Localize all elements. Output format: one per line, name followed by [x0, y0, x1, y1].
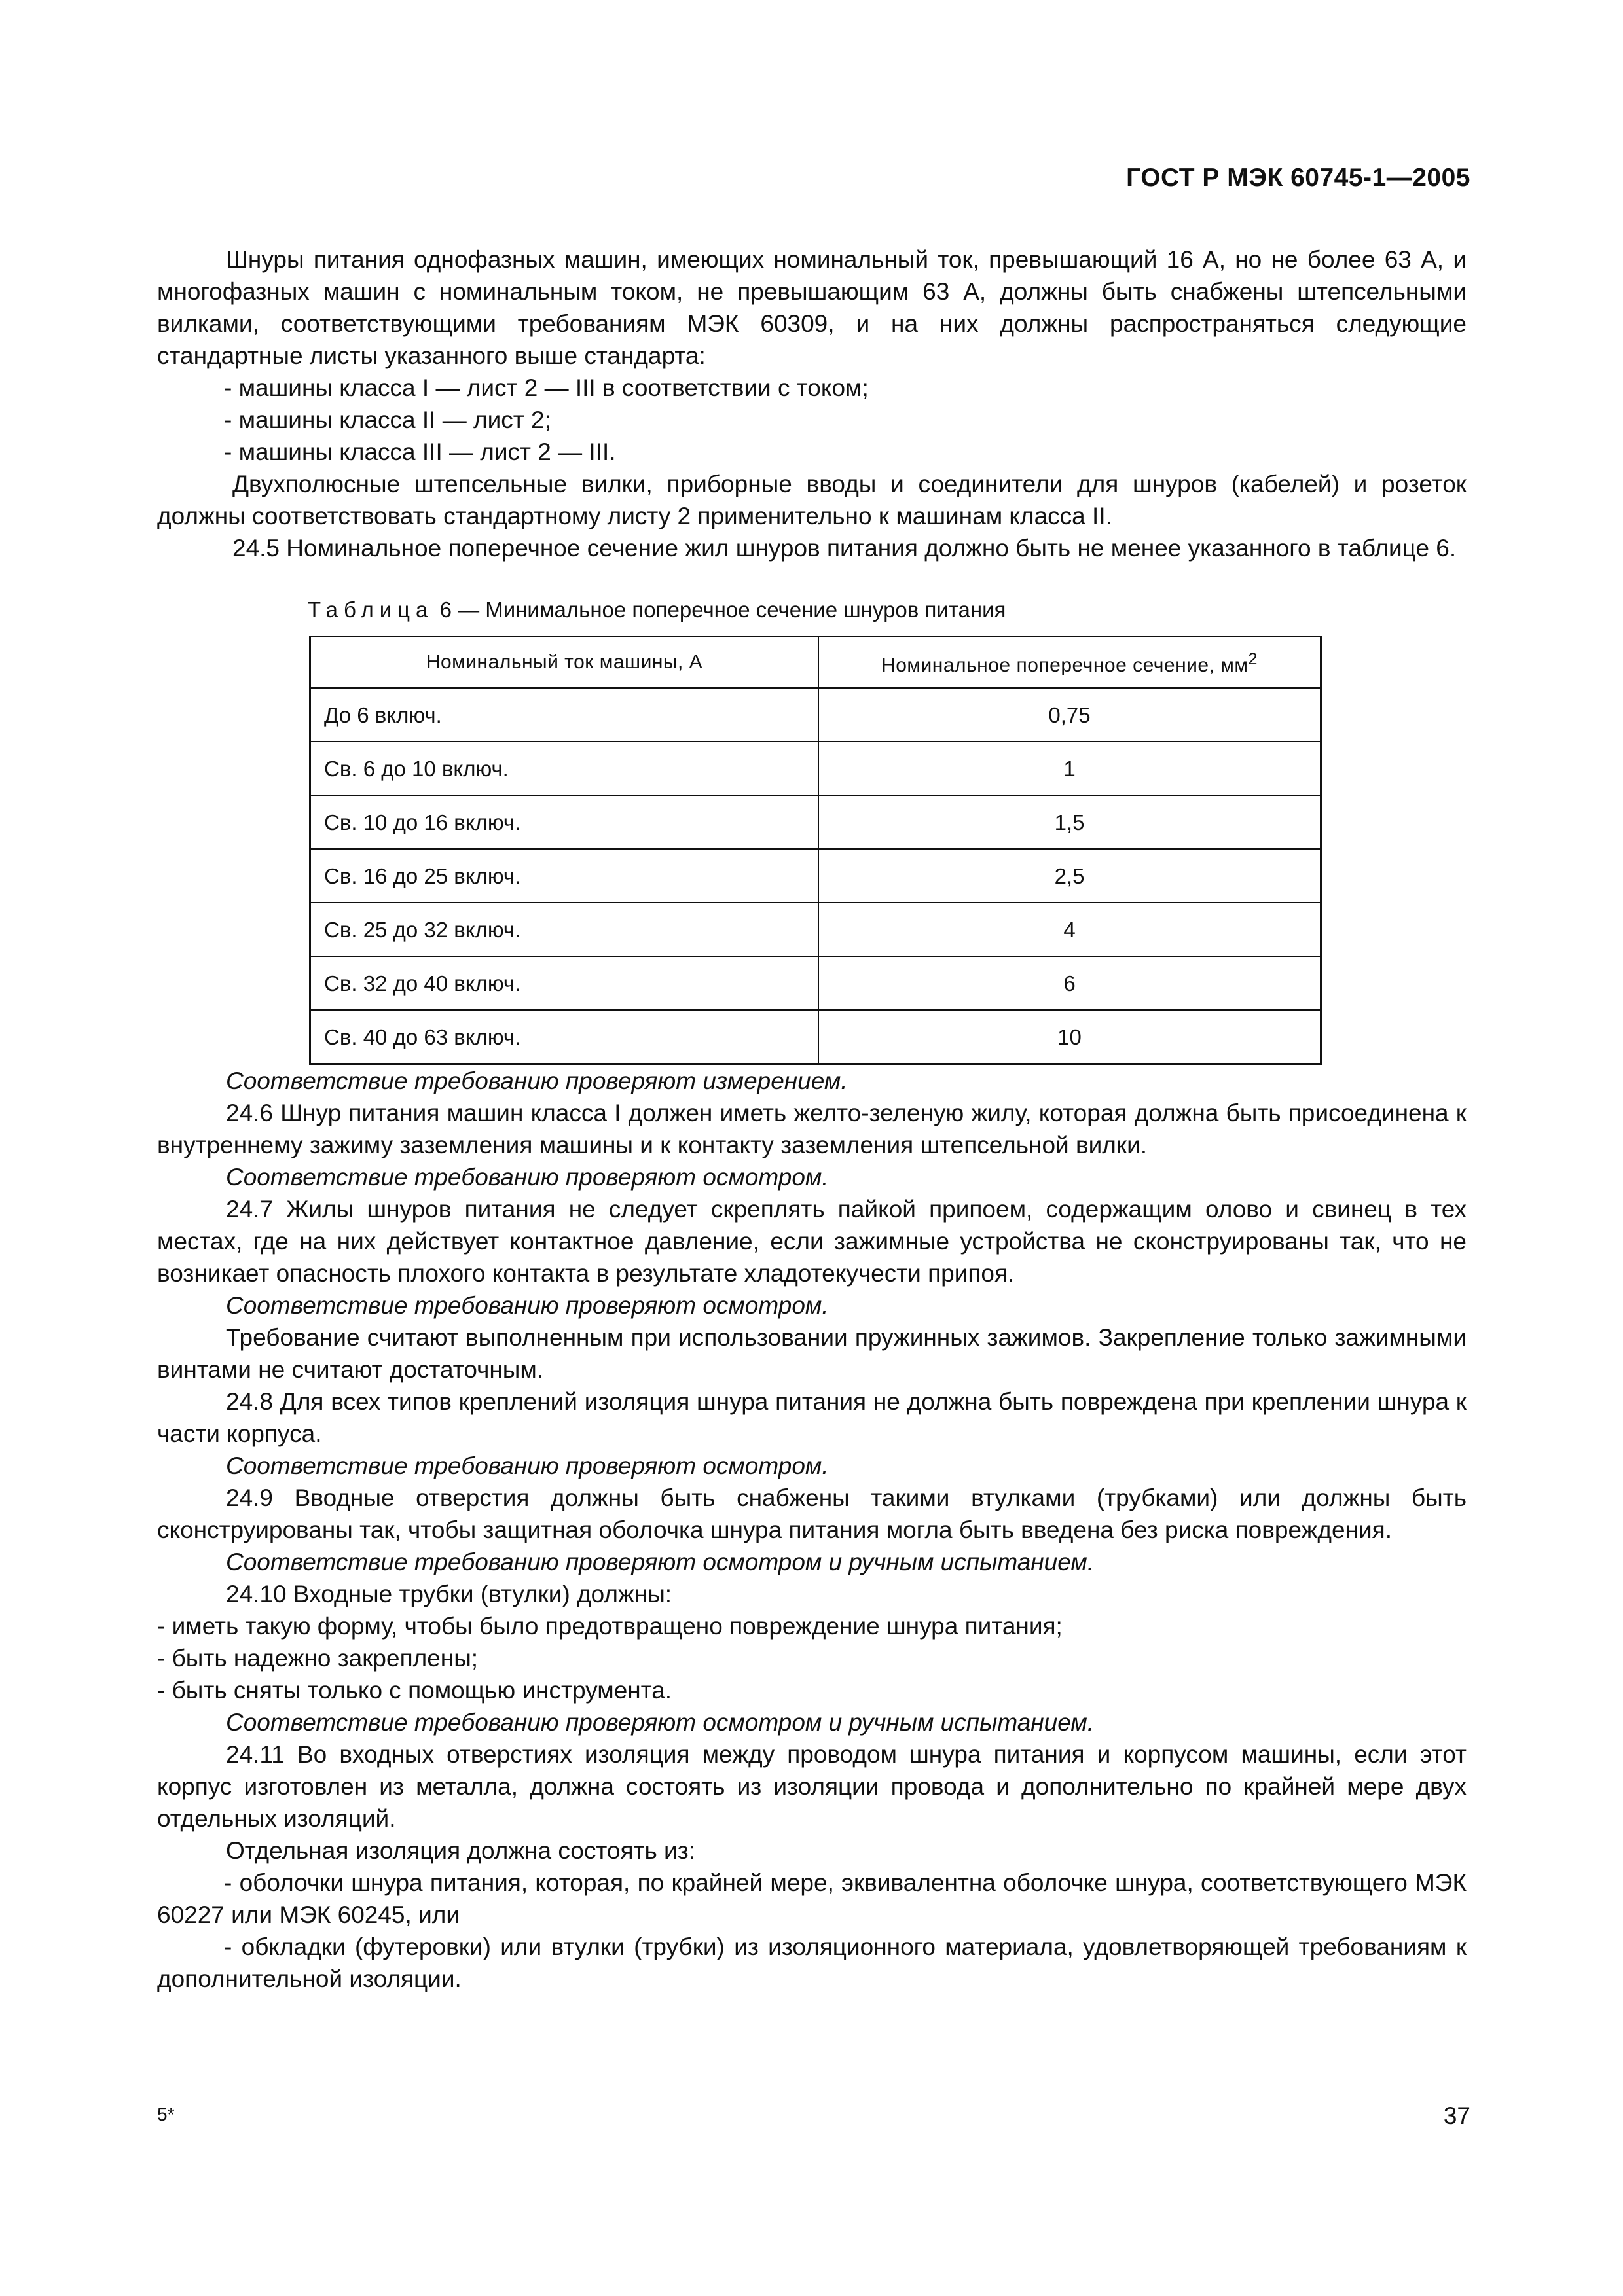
cell-section: 0,75: [818, 688, 1321, 742]
list-item: - иметь такую форму, чтобы было предотвращено повреждение шнура питания;: [157, 1613, 1063, 1640]
column-header-section-text: Номинальное поперечное сечение, мм: [881, 654, 1249, 676]
cord-cross-section-table: [309, 636, 1322, 1065]
list-item: - обкладки (футеровки) или втулки (трубки) из изоляционного материала, удовлетворяющей требованиям к дополнительной изоляции.: [157, 1933, 1467, 1992]
paragraph: Требование считают выполненным при использовании пружинных зажимов. Закрепление только зажимными винтами не считают достаточным.: [157, 1324, 1467, 1383]
table-row: [310, 849, 1321, 903]
paragraph: Отдельная изоляция должна состоять из:: [226, 1837, 695, 1864]
document-header: ГОСТ Р МЭК 60745-1—2005: [1126, 164, 1470, 192]
table-caption: [308, 597, 1467, 623]
clause-24-8: 24.8 Для всех типов креплений изоляция шнура питания не должна быть повреждена при креплении шнура к части корпуса.: [157, 1388, 1467, 1447]
clause-24-9: 24.9 Вводные отверстия должны быть снабжены такими втулками (трубками) или должны быть сконструированы так, чтобы защитная оболочка шнура питания могла быть введена без риска повреждения.: [157, 1484, 1467, 1543]
clause-24-10: 24.10 Входные трубки (втулки) должны:: [226, 1581, 672, 1607]
list-item: - быть надежно закреплены;: [157, 1645, 479, 1672]
cell-current: Св. 6 до 10 включ.: [310, 742, 819, 795]
clause-24-7: 24.7 Жилы шнуров питания не следует скреплять пайкой припоем, содержащим олово и свинец в тех местах, где на них действует контактное давление, если зажимные устройства не сконструированы так, что не возникает опасность плохого контакта в результате хладотекучести припоя.: [157, 1196, 1467, 1287]
paragraph: 24.5 Номинальное поперечное сечение жил шнуров питания должно быть не менее указанного в таблице 6.: [232, 535, 1457, 562]
table-header-row: [310, 637, 1321, 688]
sheet-mark: 5*: [157, 2104, 175, 2125]
column-header-section: [818, 637, 1321, 688]
compliance-note: Соответствие требованию проверяют измерением.: [226, 1067, 848, 1094]
page-number: 37: [1443, 2102, 1470, 2129]
compliance-note: Соответствие требованию проверяют осмотром.: [226, 1164, 829, 1191]
cell-current: Св. 40 до 63 включ.: [310, 1010, 819, 1064]
compliance-note: Соответствие требованию проверяют осмотром.: [226, 1452, 829, 1479]
table-caption-text: 6 — Минимальное поперечное сечение шнуров питания: [439, 598, 1006, 622]
cell-current: Св. 16 до 25 включ.: [310, 849, 819, 903]
list-item: - машины класса II — лист 2;: [224, 406, 551, 433]
cell-section: 4: [818, 903, 1321, 956]
list-item: - быть сняты только с помощью инструмента.: [157, 1677, 672, 1704]
list-item: - машины класса I — лист 2 — III в соответствии с током;: [224, 374, 869, 401]
table-row: [310, 795, 1321, 849]
clause-24-11: 24.11 Во входных отверстиях изоляция между проводом шнура питания и корпусом машины, если этот корпус изготовлен из металла, должна состоять из изоляции провода и дополнительно по крайней мере двух отдельных изоляций.: [157, 1741, 1467, 1832]
cell-current: До 6 включ.: [310, 688, 819, 742]
table-row: [310, 688, 1321, 742]
cell-section: 2,5: [818, 849, 1321, 903]
table-row: [310, 742, 1321, 795]
cell-current: Св. 32 до 40 включ.: [310, 956, 819, 1010]
clause-24-6: 24.6 Шнур питания машин класса I должен иметь желто-зеленую жилу, которая должна быть присоединена к внутреннему зажиму заземления машины и к контакту заземления штепсельной вилки.: [157, 1100, 1467, 1158]
table-caption-word: Таблица: [308, 598, 434, 622]
cell-section: 1: [818, 742, 1321, 795]
unit-superscript: 2: [1248, 649, 1258, 668]
compliance-note: Соответствие требованию проверяют осмотром и ручным испытанием.: [226, 1709, 1095, 1736]
cell-section: 10: [818, 1010, 1321, 1064]
column-header-current: Номинальный ток машины, А: [310, 637, 819, 688]
cell-section: 1,5: [818, 795, 1321, 849]
compliance-note: Соответствие требованию проверяют осмотром и ручным испытанием.: [226, 1549, 1095, 1575]
table-row: [310, 903, 1321, 956]
cell-section: 6: [818, 956, 1321, 1010]
paragraph: Двухполюсные штепсельные вилки, приборные вводы и соединители для шнуров (кабелей) и розеток должны соответствовать стандартному листу 2 применительно к машинам класса II.: [157, 471, 1467, 529]
cell-current: Св. 25 до 32 включ.: [310, 903, 819, 956]
page-body: [157, 243, 1467, 1995]
table-row: [310, 1010, 1321, 1064]
cell-current: Св. 10 до 16 включ.: [310, 795, 819, 849]
paragraph: Шнуры питания однофазных машин, имеющих номинальный ток, превышающий 16 А, но не более 63 А, и многофазных машин с номинальным током, не превышающим 63 А, должны быть снабжены штепсельными вилками, соответствующими требованиям МЭК 60309, и на них должны распространяться следующие стандартные листы указанного выше стандарта:: [157, 246, 1467, 369]
table-row: [310, 956, 1321, 1010]
list-item: - оболочки шнура питания, которая, по крайней мере, эквивалентна оболочке шнура, соответствующего МЭК 60227 или МЭК 60245, или: [157, 1869, 1467, 1928]
list-item: - машины класса III — лист 2 — III.: [224, 439, 616, 465]
compliance-note: Соответствие требованию проверяют осмотром.: [226, 1292, 829, 1319]
